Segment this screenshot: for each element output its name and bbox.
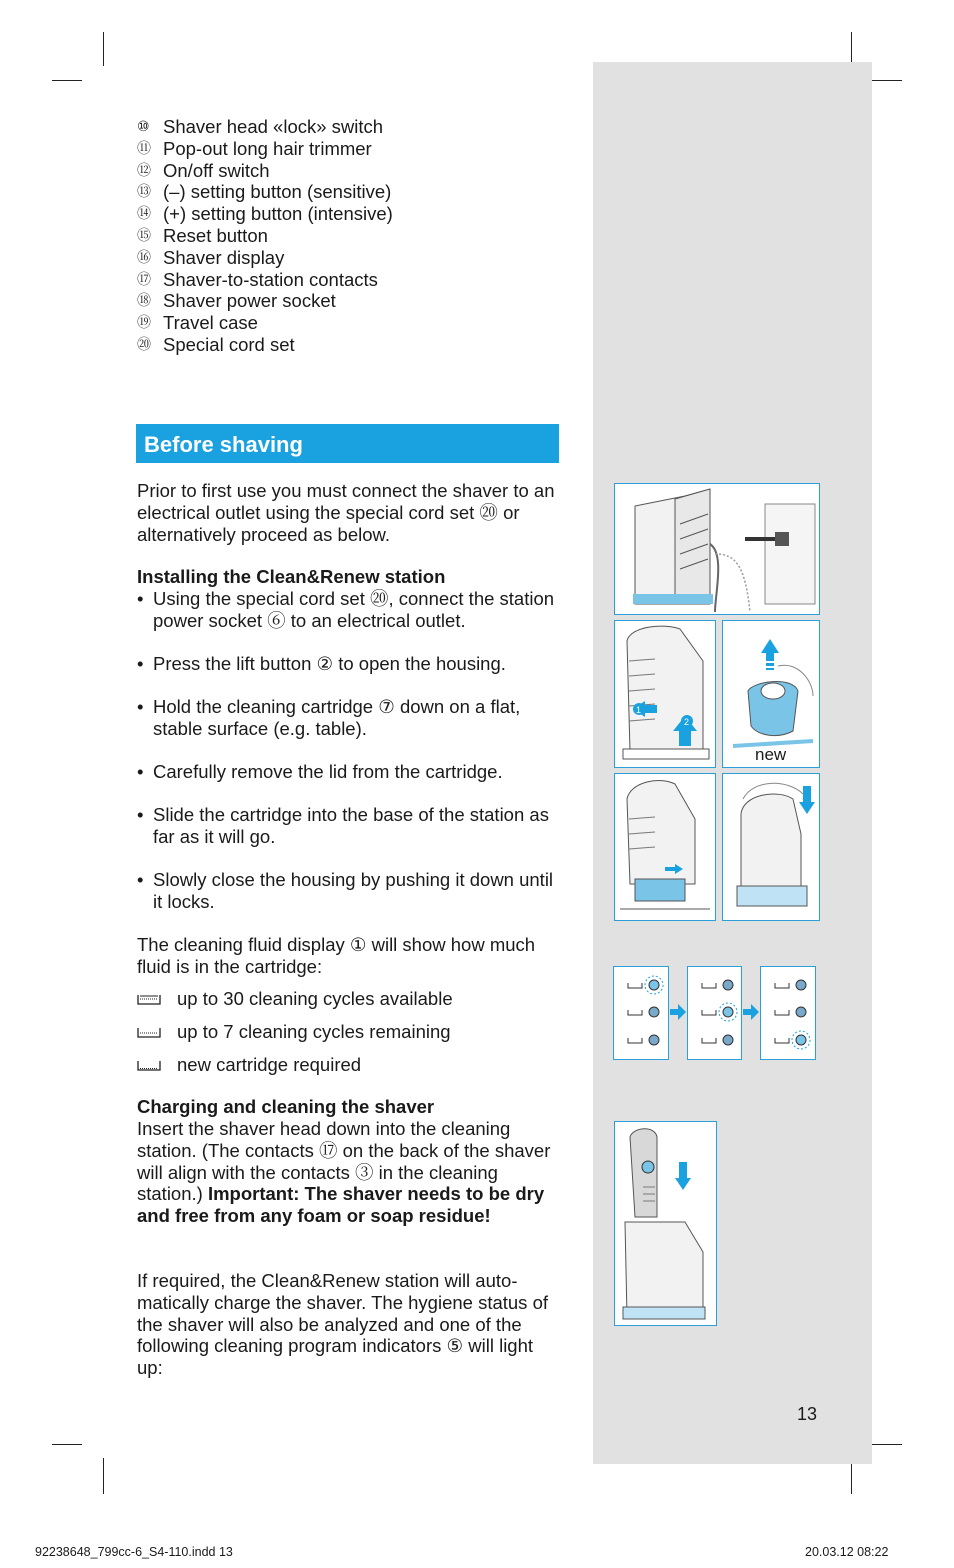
figure-indicator-full [613,966,669,1060]
charging-heading: Charging and cleaning the shaver [137,1096,435,1117]
part-label: On/off switch [163,159,270,181]
install-step: • Slowly close the housing by pushing it down until it locks. [137,869,554,912]
install-step: • Using the special cord set ⑳, connect the station power socket ⑥ to an electrical outlet. [137,588,555,631]
figure-open-housing [614,620,716,768]
level-row: up to 7 cleaning cycles remaining [137,1021,451,1043]
part-label: Pop-out long hair trimmer [163,137,372,159]
label-new: new [755,745,787,764]
crop-mark [52,1444,82,1445]
parts-list-item [137,138,393,160]
parts-list-item [137,181,393,203]
footer-left: 92238648_799cc-6_S4-110.indd 13 [35,1545,233,1559]
part-label: Shaver power socket [163,290,336,312]
crop-mark [52,80,82,81]
part-label: Shaver head «lock» switch [163,116,384,137]
footer-right: 20.03.12 08:22 [805,1545,889,1559]
charging-text: Insert the shaver head down into the cleaning station. (The contacts ⑰ on the back of the shaver will align with the contacts ③ in the cleaning station.) Important: The shaver needs to be dry and free from any foam or soap residue! [137,1118,551,1227]
crop-mark [867,1444,902,1445]
crop-mark [851,32,852,66]
part-label: (+) setting button (intensive) [163,203,393,225]
parts-list-item [137,203,393,225]
install-step: • Press the lift button ② to open the housing. [137,653,506,674]
figure-cartridge-lid [722,620,820,768]
part-number: ⑱ [137,292,151,309]
part-label: (–) setting button (sensitive) [163,181,392,203]
part-number: ⑲ [137,314,151,331]
part-number: ⑮ [137,226,151,243]
install-heading: Installing the Clean&Renew station [137,566,446,587]
part-label: Shaver display [163,246,285,268]
figure-close-housing [722,773,820,921]
part-number: ⑯ [137,248,151,265]
section-title: Before shaving [144,432,303,457]
part-number: ⑰ [137,270,151,287]
part-number: ⑬ [137,183,151,200]
part-number: ⑫ [137,161,151,178]
crop-mark [103,32,104,66]
arrow-right-icon [669,1003,687,1021]
part-label: Travel case [163,312,258,334]
fluid-full-icon [137,992,161,1006]
intro-text: Prior to first use you must connect the shaver to an electrical outlet using the special cord set ⑳ or alternatively proceed as below. [137,480,555,545]
install-step: • Slide the cartridge into the base of the station as far as it will go. [137,804,549,847]
install-step: • Hold the cleaning cartridge ⑦ down on a flat, stable surface (e.g. table). [137,696,521,739]
part-number: ⑭ [137,205,151,222]
section-heading [136,424,559,463]
fluid-display-text: The cleaning fluid display ① will show how much fluid is in the cartridge: [137,934,536,977]
parts-list-item [137,225,393,247]
parts-list-item [137,269,393,291]
page-number: 13 [797,1404,818,1424]
parts-list [137,116,393,356]
parts-list-item [137,334,393,356]
part-number: ⑩ [137,118,150,134]
figure-step-1: 1 [636,705,642,715]
parts-list-item [137,247,393,269]
fluid-low-icon [137,1025,161,1039]
figure-step-2: 2 [684,717,690,727]
crop-mark [103,1458,104,1494]
part-number: ⑳ [137,335,151,352]
charging-text-2: If required, the Clean&Renew station will auto-matically charge the shaver. The hygiene status of the shaver will also be analyzed and one of the following cleaning program indicators ⑤ will light up: [137,1270,549,1379]
level-row: new cartridge required [137,1054,361,1076]
level-row: up to 30 cleaning cycles available [137,988,453,1010]
figure-insert-shaver [614,1121,717,1326]
fluid-empty-icon [137,1058,161,1072]
part-label: Special cord set [163,333,295,355]
parts-list-item [137,290,393,312]
figure-station-plugged [614,483,820,615]
arrow-right-icon [742,1003,760,1021]
figure-indicator-empty [760,966,816,1060]
figure-indicator-low [687,966,742,1060]
crop-mark [867,80,902,81]
parts-list-item [137,160,393,182]
parts-list-item [137,116,393,138]
parts-list-item [137,312,393,334]
part-label: Reset button [163,224,268,246]
install-step: • Carefully remove the lid from the cartridge. [137,761,503,782]
figure-slide-cartridge [614,773,716,921]
part-number: ⑪ [137,139,151,156]
part-label: Shaver-to-station contacts [163,268,378,290]
